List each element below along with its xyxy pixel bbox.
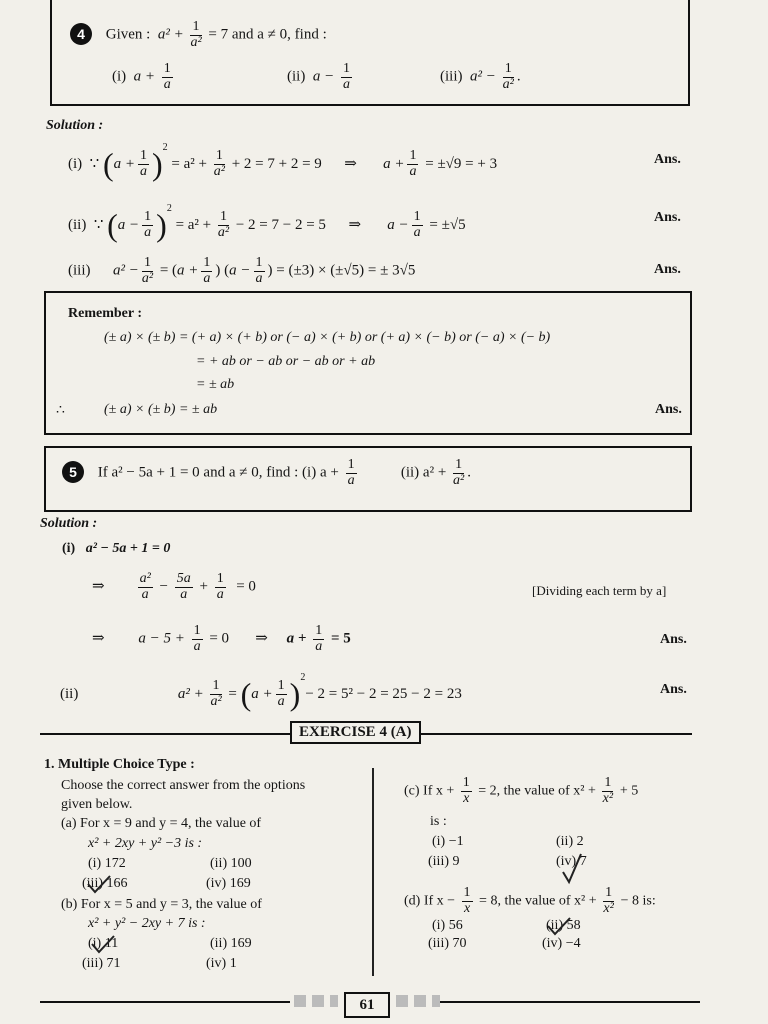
option-a-ii: (ii) 100 <box>210 856 252 871</box>
equation: a² − 5a + 1 = 0 <box>85 541 171 556</box>
implies-arrow: ⇒ <box>92 630 105 647</box>
question-number-badge: 5 <box>62 461 84 483</box>
step: − 2 = 7 − 2 = 5 <box>235 217 326 233</box>
expr: a² − <box>466 68 496 85</box>
roman-label: (ii) <box>60 686 79 702</box>
question-4-part-ii <box>287 62 355 92</box>
option-a-i: (i) 172 <box>88 856 126 871</box>
result: − 2 = 5² − 2 = 25 − 2 = 23 <box>305 686 462 702</box>
intro-line-1: Choose the correct answer from the options <box>61 778 306 793</box>
question-c-line-2: is : <box>430 814 447 829</box>
handwritten-check-mark <box>560 852 584 886</box>
handwritten-check-mark <box>86 874 112 896</box>
answer-marker: Ans. <box>655 402 682 417</box>
part-i-label: (i) <box>112 68 127 85</box>
question-c-line-1: (c) If x + $\frac{1}{x}$ = 2, the value of x² + $\frac{1}{\text{x²}}$ + 5 <box>404 775 639 806</box>
text: + 5 <box>619 783 639 799</box>
remember-line-3: = ± ab <box>196 377 235 392</box>
answer-marker: Ans. <box>660 682 687 697</box>
a-squared: a² + <box>154 26 184 43</box>
question-5-line: 5 If a² − 5a + 1 = 0 and a ≠ 0, find : (i) a + $\frac{1}{a}$ (ii) a² + $\frac{1}{\text{a²}}$ . <box>62 458 471 488</box>
question-b-line-1: (b) For x = 5 and y = 3, the value of <box>61 897 262 912</box>
solution-line-ii: (ii) ∵ (a − $\frac{1}{a}$ )$^2$ = a² + $\frac{1}{\text{a²}}$ − 2 = 7 − 2 = 5 ⇒ a − $\frac{1}{a}$ = ±√5 <box>68 203 466 244</box>
exercise-title: EXERCISE 4 (A) <box>290 721 421 744</box>
expr: a + <box>286 630 307 647</box>
answer-marker: Ans. <box>660 632 687 647</box>
footer-decor-right <box>396 995 440 1007</box>
solution-label: Solution : <box>40 516 98 531</box>
solution-label: Solution : <box>46 118 104 133</box>
solution-5-line-2: ⇒ $\frac{\text{a²}}{a}$ − $\frac{5a}{a}$ + $\frac{1}{a}$ = 0 <box>92 571 256 602</box>
question-a-line-1: (a) For x = 9 and y = 4, the value of <box>61 816 262 831</box>
step: + 2 = 7 + 2 = 9 <box>231 156 322 172</box>
fraction: $\frac{1}{\text{a²}}$ <box>502 61 514 92</box>
footer-decor-left <box>294 995 338 1007</box>
option-c-iii: (iii) 9 <box>428 854 460 869</box>
given-label: Given : <box>105 26 151 43</box>
condition-text: = 7 and a ≠ 0, find : <box>208 26 327 43</box>
dividing-note: [Dividing each term by a] <box>532 583 667 598</box>
question-5-part-ii: (ii) a² + <box>400 464 447 481</box>
step: = a² + <box>175 217 212 233</box>
fraction: $\frac{1}{\text{a²}}$ <box>190 19 202 50</box>
result: = ±√9 = + 3 <box>425 156 498 172</box>
option-a-iii: (iii) 166 <box>82 876 128 891</box>
handwritten-check-mark <box>546 916 572 938</box>
footer-rule-right <box>440 1001 700 1003</box>
option-b-iii: (iii) 71 <box>82 956 121 971</box>
implies-arrow: ⇒ <box>255 630 268 647</box>
option-d-ii: (ii) 58 <box>546 918 581 933</box>
fraction: $\frac{1}{a}$ <box>347 457 355 488</box>
step: = a² + <box>171 156 207 172</box>
remember-line-4: (± a) × (± b) = ± ab <box>104 402 218 417</box>
option-d-i: (i) 56 <box>432 918 463 933</box>
roman-label: (i) <box>68 156 83 172</box>
question-a-line-2: x² + 2xy + y² −3 is : <box>88 836 203 851</box>
remember-title: Remember : <box>68 306 142 321</box>
equals-zero: = 0 <box>236 578 256 595</box>
result: = (±3) × (±√5) = ± 3√5 <box>276 262 416 279</box>
solution-5-line-1 <box>62 541 170 557</box>
expr: a − <box>309 68 335 85</box>
option-b-ii: (ii) 169 <box>210 936 252 951</box>
roman-label: (i) <box>62 541 76 556</box>
text: (d) If x − <box>404 893 456 909</box>
part-iii-label: (iii) <box>440 68 463 85</box>
remember-line-1: (± a) × (± b) = (+ a) × (+ b) or (− a) × (+ b) or (+ a) × (− b) or (− a) × (− b) <box>104 330 551 345</box>
expr: a + <box>129 68 156 85</box>
solution-5-line-4: (ii) a² + $\frac{1}{\text{a²}}$ = (a + $\frac{1}{a}$ )$^2$− 2 = 5² − 2 = 25 − 2 = 23 <box>60 672 462 713</box>
therefore-symbol: ∴ <box>56 403 65 418</box>
answer-marker: Ans. <box>654 210 681 225</box>
fraction: $\frac{1}{a}$ <box>342 61 350 92</box>
solution-line-i: (i) ∵ (a + $\frac{1}{a}$ )$^2$ = a² + $\frac{1}{\text{a²}}$ + 2 = 7 + 2 = 9 ⇒ a + $\frac{1}{a}$ = ±√9 = + 3 <box>68 142 498 183</box>
option-b-iv: (iv) 1 <box>206 956 237 971</box>
question-b-line-2: x² + y² − 2xy + 7 is : <box>88 916 206 931</box>
handwritten-check-mark <box>88 934 119 956</box>
answer-marker: Ans. <box>654 262 681 277</box>
text: (c) If x + <box>404 783 455 799</box>
question-d-line-1: (d) If x − $\frac{1}{x}$ = 8, the value of x² + $\frac{1}{\text{x²}}$ − 8 is: <box>404 885 656 916</box>
solution-line-iii: (iii) a² − $\frac{1}{\text{a²}}$ = (a + $\frac{1}{a}$ ) (a − $\frac{1}{a}$ ) = (±3) × (±√5) = ± 3√5 <box>68 255 416 286</box>
answer-marker: Ans. <box>654 152 681 167</box>
option-c-i: (i) −1 <box>432 834 464 849</box>
question-5-text: If a² − 5a + 1 = 0 and a ≠ 0, find : (i) a + <box>97 464 339 481</box>
option-c-iv: (iv) 7 <box>556 854 587 869</box>
remember-line-2: = + ab or − ab or − ab or + ab <box>196 354 376 369</box>
page-number: 61 <box>344 992 390 1018</box>
roman-label: (ii) <box>68 217 87 233</box>
text: = 2, the value of x² + <box>478 783 596 799</box>
question-4-part-iii: (iii) a² − $\frac{1}{\text{a²}}$ . <box>440 61 521 92</box>
column-divider <box>372 768 374 976</box>
question-4-line <box>70 20 327 50</box>
equals-zero: = 0 <box>209 630 230 647</box>
implies-arrow: ⇒ <box>92 578 105 595</box>
result: = 5 <box>330 630 351 647</box>
exercise-heading: 1. Multiple Choice Type : <box>44 757 195 772</box>
roman-label: (iii) <box>68 262 91 279</box>
expr: a − 5 + <box>138 630 185 647</box>
expr: a² + <box>177 686 204 702</box>
fraction: $\frac{1}{\text{a²}}$ <box>453 457 465 488</box>
option-d-iii: (iii) 70 <box>428 936 467 951</box>
option-a-iv: (iv) 169 <box>206 876 251 891</box>
footer-rule-left <box>40 1001 290 1003</box>
part-ii-label: (ii) <box>287 68 306 85</box>
fraction: $\frac{1}{a}$ <box>163 61 171 92</box>
intro-line-2: given below. <box>61 797 133 812</box>
text: = 8, the value of x² + <box>479 893 597 909</box>
solution-5-line-3: ⇒ a − 5 + $\frac{1}{a}$ = 0 ⇒ a + $\frac{1}{a}$ = 5 <box>92 623 351 654</box>
option-b-i: (i) 11 <box>88 936 119 951</box>
option-c-ii: (ii) 2 <box>556 834 584 849</box>
question-number-badge: 4 <box>70 23 92 45</box>
option-d-iv: (iv) −4 <box>542 936 581 951</box>
result: = ±√5 <box>429 217 466 233</box>
text: − 8 is: <box>620 893 656 909</box>
